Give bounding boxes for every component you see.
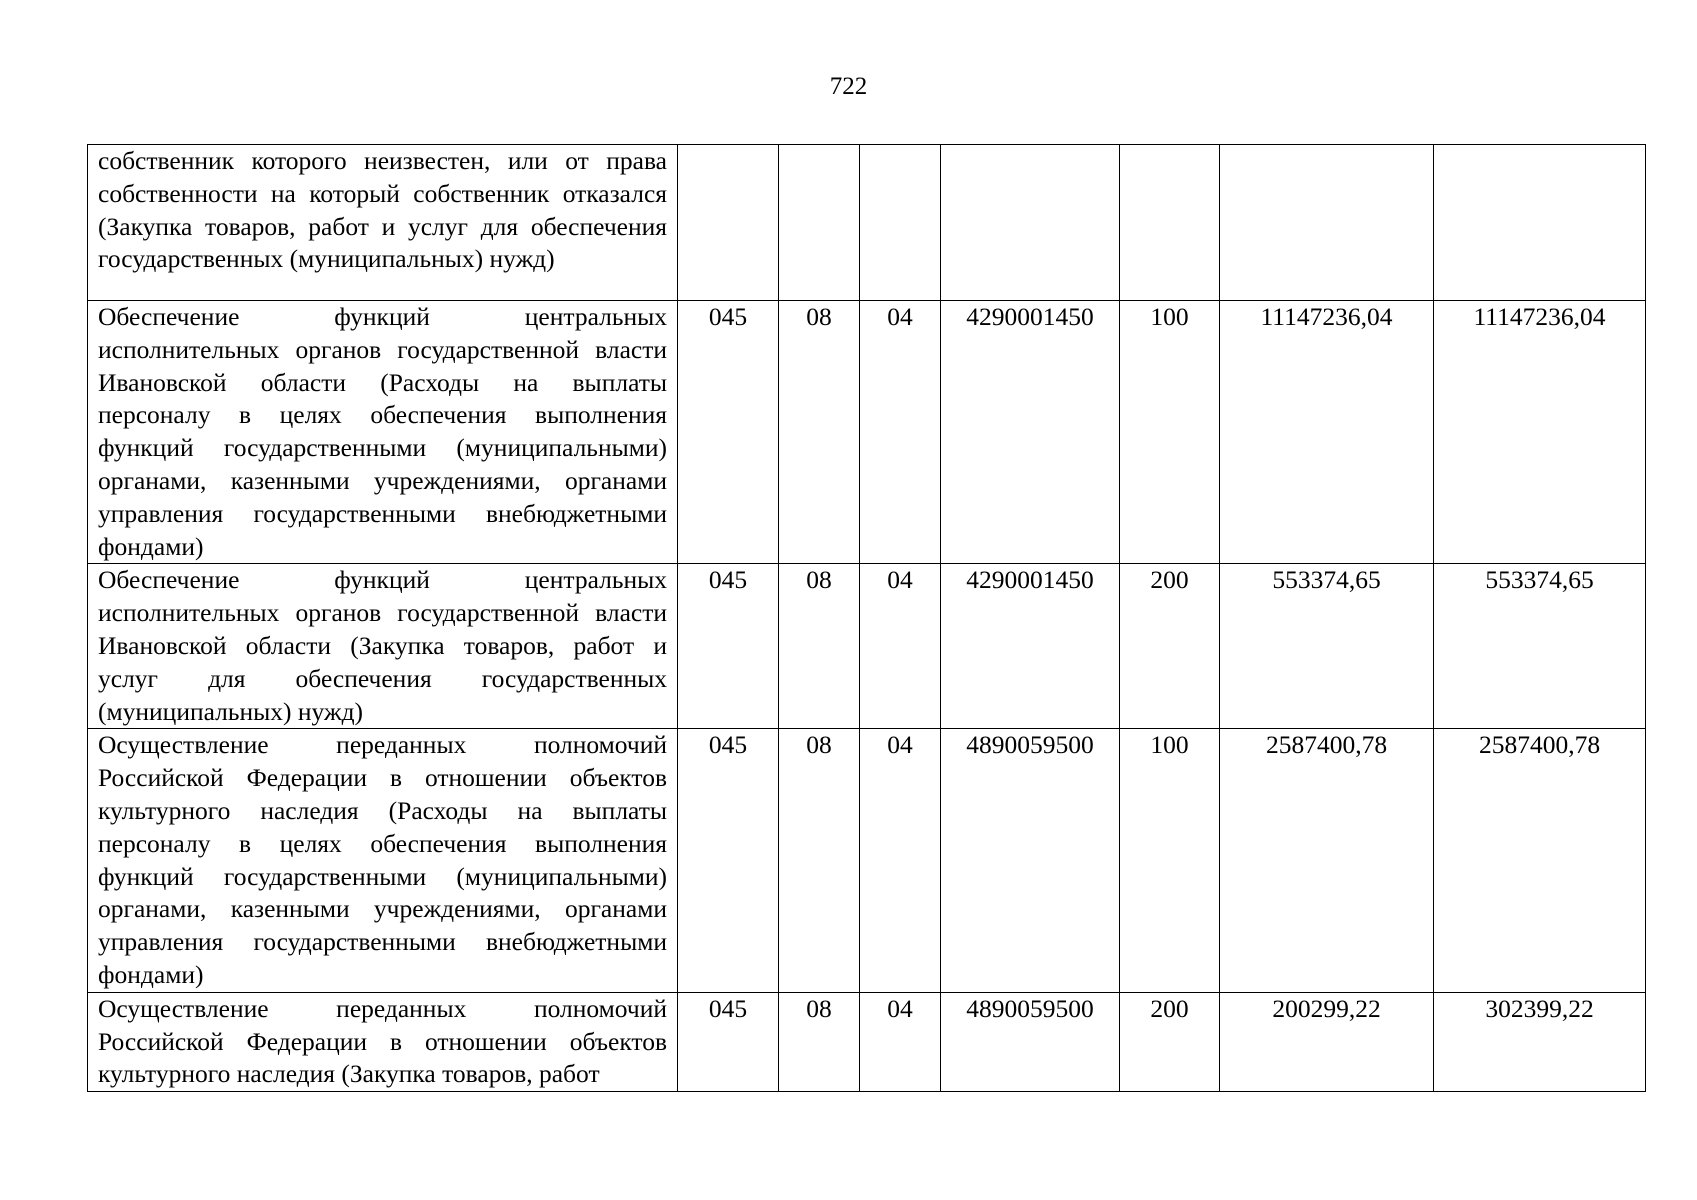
budget-table <box>87 144 1646 1092</box>
section-code: 08 <box>779 992 860 1091</box>
amount-year-2: 11147236,04 <box>1434 301 1646 564</box>
expense-type-code: 100 <box>1120 729 1220 992</box>
ved-code: 045 <box>678 564 779 729</box>
amount-year-1: 200299,22 <box>1220 992 1434 1091</box>
target-article-code: 4890059500 <box>941 992 1120 1091</box>
target-article-code: 4290001450 <box>941 564 1120 729</box>
table-row <box>88 729 1646 992</box>
row-description: собственник которого неизвестен, или от права собственности на который собственник отказался (Закупка товаров, работ и услуг для обеспечения государственных (муниципальных) нужд) <box>88 145 678 301</box>
amount-year-1: 11147236,04 <box>1220 301 1434 564</box>
target-article-code: 4890059500 <box>941 729 1120 992</box>
amount-year-2: 553374,65 <box>1434 564 1646 729</box>
table-row <box>88 301 1646 564</box>
section-code: 08 <box>779 564 860 729</box>
section-code <box>779 145 860 301</box>
row-description: Осуществление переданных полномочий Российской Федерации в отношении объектов культурного наследия (Закупка товаров, работ <box>88 992 678 1091</box>
section-code: 08 <box>779 729 860 992</box>
target-article-code <box>941 145 1120 301</box>
page-number: 722 <box>829 73 868 100</box>
ved-code <box>678 145 779 301</box>
amount-year-1 <box>1220 145 1434 301</box>
amount-year-2: 302399,22 <box>1434 992 1646 1091</box>
subsection-code: 04 <box>860 992 941 1091</box>
amount-year-2 <box>1434 145 1646 301</box>
expense-type-code <box>1120 145 1220 301</box>
subsection-code: 04 <box>860 301 941 564</box>
ved-code: 045 <box>678 729 779 992</box>
expense-type-code: 200 <box>1120 992 1220 1091</box>
target-article-code: 4290001450 <box>941 301 1120 564</box>
amount-year-1: 2587400,78 <box>1220 729 1434 992</box>
row-description: Обеспечение функций центральных исполнительных органов государственной власти Ивановской области (Закупка товаров, работ и услуг для обеспечения государственных (муниципальных) нужд) <box>88 564 678 729</box>
subsection-code: 04 <box>860 564 941 729</box>
subsection-code <box>860 145 941 301</box>
subsection-code: 04 <box>860 729 941 992</box>
expense-type-code: 100 <box>1120 301 1220 564</box>
ved-code: 045 <box>678 301 779 564</box>
row-description: Осуществление переданных полномочий Российской Федерации в отношении объектов культурного наследия (Расходы на выплаты персоналу в целях обеспечения выполнения функций государственными (муниципальными) органами, казенными учреждениями, органами управления государственными внебюджетными фондами) <box>88 729 678 992</box>
ved-code: 045 <box>678 992 779 1091</box>
table-row <box>88 992 1646 1091</box>
expense-type-code: 200 <box>1120 564 1220 729</box>
amount-year-1: 553374,65 <box>1220 564 1434 729</box>
amount-year-2: 2587400,78 <box>1434 729 1646 992</box>
table-row <box>88 564 1646 729</box>
table-row <box>88 145 1646 301</box>
row-description: Обеспечение функций центральных исполнительных органов государственной власти Ивановской области (Расходы на выплаты персоналу в целях обеспечения выполнения функций государственными (муниципальными) органами, казенными учреждениями, органами управления государственными внебюджетными фондами) <box>88 301 678 564</box>
section-code: 08 <box>779 301 860 564</box>
